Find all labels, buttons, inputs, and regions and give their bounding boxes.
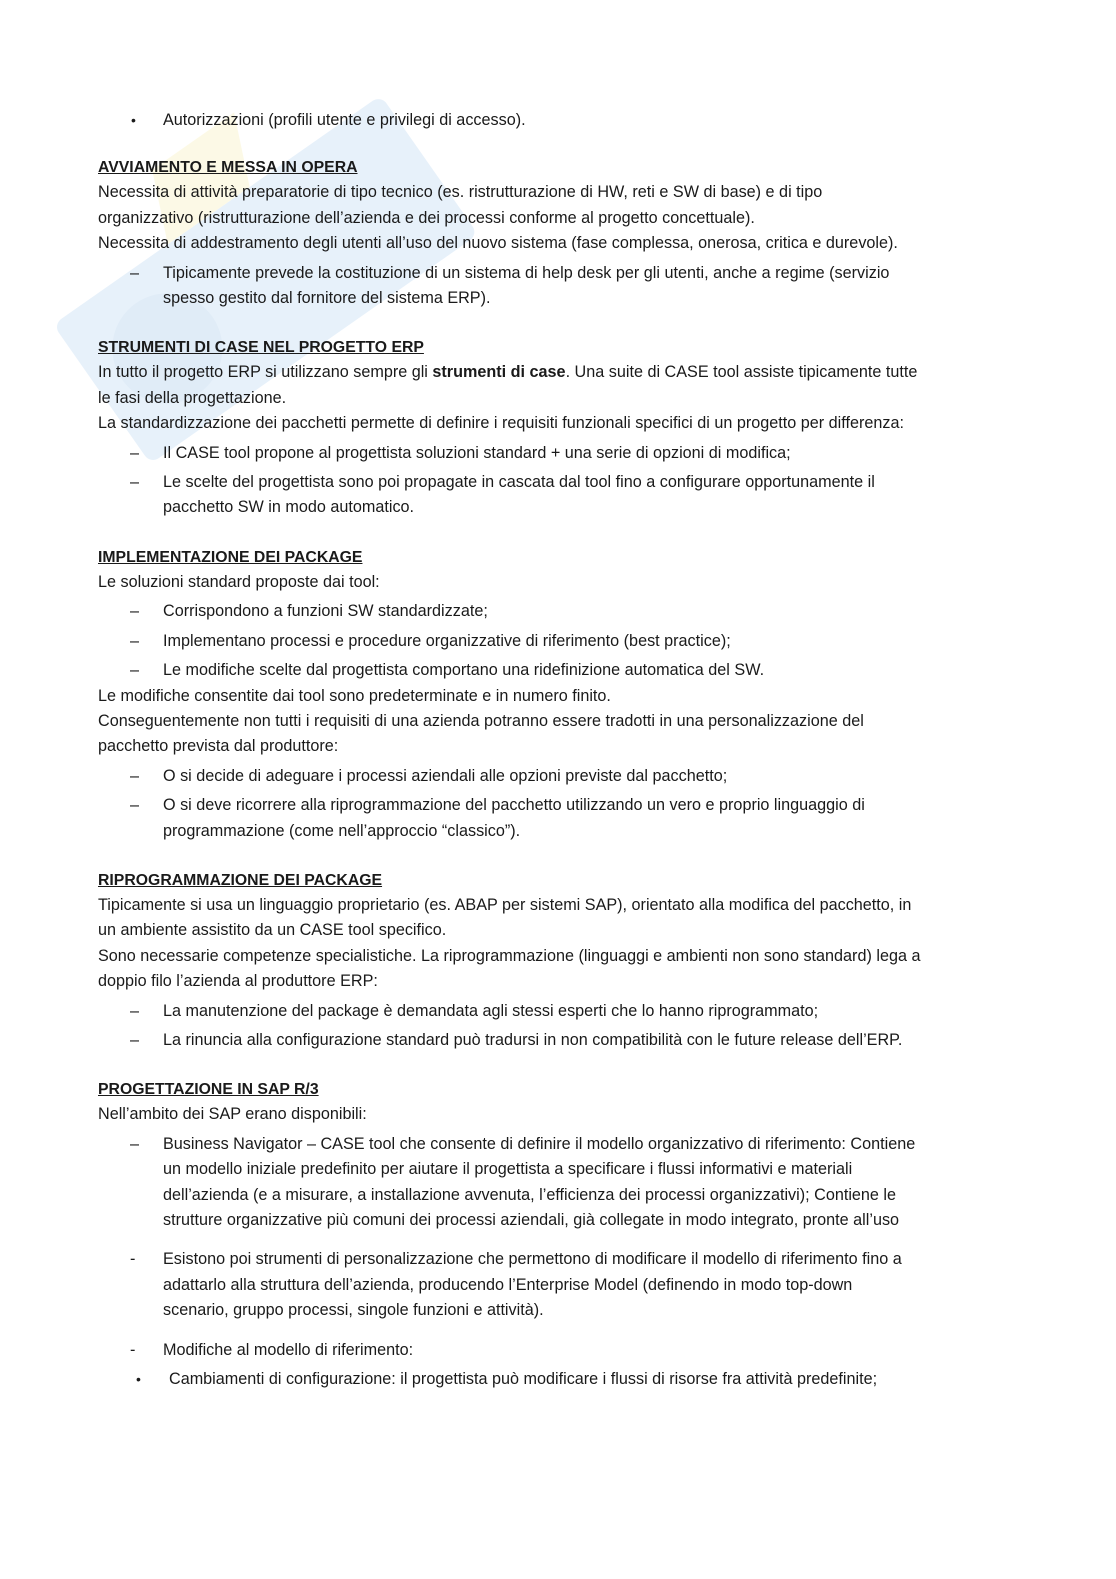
list-item xyxy=(98,629,1013,654)
list-item-text: Le scelte del progettista sono poi propagate in cascata dal tool fino a configurare opportunamente il xyxy=(163,473,875,492)
list-item-text: dell’azienda (e a misurare, a installazione avvenuta, l’efficienza dei processi organizzativi); Contiene le xyxy=(163,1185,897,1204)
dash-mark: – xyxy=(130,1001,140,1020)
list-item-text: O si decide di adeguare i processi aziendali alle opzioni previste dal pacchetto; xyxy=(163,766,728,785)
dash-mark: – xyxy=(130,661,140,680)
list-item-text: Autorizzazioni (profili utente e privilegi di accesso). xyxy=(163,111,526,129)
paragraph: organizzativo (ristrutturazione dell’azienda e dei processi conforme al progetto concettuale). xyxy=(98,208,755,227)
paragraph: In tutto il progetto ERP si utilizzano sempre gli strumenti di case. Una suite di CASE tool assiste tipicamente tutte xyxy=(98,363,918,382)
dash-mark: – xyxy=(130,796,140,815)
bullet-mark: • xyxy=(136,1371,141,1388)
bold-term: strumenti di case xyxy=(432,363,566,382)
paragraph: Nell’ambito dei SAP erano disponibili: xyxy=(98,1105,367,1124)
list-item xyxy=(98,764,1013,789)
list-item-text: Tipicamente prevede la costituzione di un sistema di help desk per gli utenti, anche a regime (servizio xyxy=(163,263,890,282)
list-item-text: strutture organizzative più comuni dei processi aziendali, già collegate in modo integrato, pronte all’uso xyxy=(163,1211,900,1229)
list-item xyxy=(98,470,1013,521)
list-item xyxy=(98,108,1013,133)
hyphen-mark: - xyxy=(130,1340,136,1359)
list-item xyxy=(98,658,1013,683)
list-item-text: Esistono poi strumenti di personalizzazione che permettono di modificare il modello di riferimento fino a xyxy=(163,1250,902,1269)
list-item-text: Cambiamenti di configurazione: il progettista può modificare i flussi di risorse fra attività predefinite; xyxy=(169,1370,878,1389)
list-item-text: spesso gestito dal fornitore del sistema ERP). xyxy=(163,289,491,308)
list-item-text: adattarlo alla struttura dell’azienda, producendo l’Enterprise Model (definendo in modo top-down xyxy=(163,1275,853,1294)
paragraph: Le modifiche consentite dai tool sono predeterminate e in numero finito. xyxy=(98,686,611,705)
paragraph: Sono necessarie competenze specialistiche. La riprogrammazione (linguaggi e ambienti non sono standard) lega a xyxy=(98,946,921,965)
list-item-text: programmazione (come nell’approccio “classico”). xyxy=(163,821,521,840)
dash-mark: – xyxy=(130,263,140,282)
list-item xyxy=(98,1132,1013,1234)
dash-mark: – xyxy=(130,473,140,492)
list-item xyxy=(98,1338,1013,1363)
bullet-mark: • xyxy=(131,112,136,128)
paragraph: le fasi della progettazione. xyxy=(98,388,287,407)
paragraph: doppio filo l’azienda al produttore ERP: xyxy=(98,972,378,991)
list-item-text: Corrispondono a funzioni SW standardizzate; xyxy=(163,602,488,621)
dash-mark: – xyxy=(130,631,140,650)
list-item xyxy=(98,441,1013,466)
list-item-text: un modello iniziale predefinito per aiutare il progettista a specificare i flussi informativi e materiali xyxy=(163,1160,853,1179)
paragraph: Necessita di attività preparatorie di tipo tecnico (es. ristrutturazione di HW, reti e SW di base) e di tipo xyxy=(98,183,823,202)
list-item xyxy=(98,1247,1013,1323)
section-heading-strumenti-case: STRUMENTI DI CASE NEL PROGETTO ERP xyxy=(98,339,424,357)
list-item-text: La rinuncia alla configurazione standard può tradursi in non compatibilità con le future release dell’ERP. xyxy=(163,1030,903,1049)
list-item xyxy=(98,1028,1013,1053)
paragraph: Le soluzioni standard proposte dai tool: xyxy=(98,572,380,591)
dash-mark: – xyxy=(130,766,140,785)
list-item xyxy=(98,999,1013,1024)
list-item xyxy=(98,261,1013,312)
document-page xyxy=(98,108,1013,1392)
paragraph: La standardizzazione dei pacchetti permette di definire i requisiti funzionali specifici di un progetto per differenza: xyxy=(98,414,904,433)
list-item-text: pacchetto SW in modo automatico. xyxy=(163,498,415,517)
dash-mark: – xyxy=(130,443,140,462)
dash-mark: – xyxy=(130,1134,140,1153)
list-item-text: Business Navigator – CASE tool che consente di definire il modello organizzativo di riferimento: Contiene xyxy=(163,1134,916,1153)
list-item xyxy=(98,1367,1013,1392)
dash-mark: – xyxy=(130,1030,140,1049)
dash-mark: – xyxy=(130,602,140,621)
list-item-text: scenario, gruppo processi, singole funzioni e attività). xyxy=(163,1301,544,1320)
list-item-text: La manutenzione del package è demandata agli stessi esperti che lo hanno riprogrammato; xyxy=(163,1001,819,1020)
section-heading-riprogrammazione: RIPROGRAMMAZIONE DEI PACKAGE xyxy=(98,871,383,889)
hyphen-mark: - xyxy=(130,1250,136,1269)
section-heading-avviamento: AVVIAMENTO E MESSA IN OPERA xyxy=(98,159,358,177)
section-heading-implementazione: IMPLEMENTAZIONE DEI PACKAGE xyxy=(98,548,363,566)
list-item xyxy=(98,793,1013,844)
paragraph: un ambiente assistito da un CASE tool specifico. xyxy=(98,921,447,940)
list-item-text: Implementano processi e procedure organizzative di riferimento (best practice); xyxy=(163,631,731,650)
paragraph: Necessita di addestramento degli utenti all’uso del nuovo sistema (fase complessa, onerosa, critica e durevole). xyxy=(98,234,898,253)
paragraph: Tipicamente si usa un linguaggio proprietario (es. ABAP per sistemi SAP), orientato alla modifica del pacchetto, in xyxy=(98,895,912,914)
list-item xyxy=(98,599,1013,624)
paragraph: Conseguentemente non tutti i requisiti di una azienda potranno essere tradotti in una personalizzazione del xyxy=(98,711,864,730)
section-heading-progettazione-sap: PROGETTAZIONE IN SAP R/3 xyxy=(98,1081,319,1099)
list-item-text: Il CASE tool propone al progettista soluzioni standard + una serie di opzioni di modifica; xyxy=(163,443,791,462)
paragraph: pacchetto prevista dal produttore: xyxy=(98,737,339,756)
list-item-text: O si deve ricorrere alla riprogrammazione del pacchetto utilizzando un vero e proprio linguaggio di xyxy=(163,796,865,815)
list-item-text: Le modifiche scelte dal progettista comportano una ridefinizione automatica del SW. xyxy=(163,661,765,680)
list-item-text: Modifiche al modello di riferimento: xyxy=(163,1340,414,1359)
